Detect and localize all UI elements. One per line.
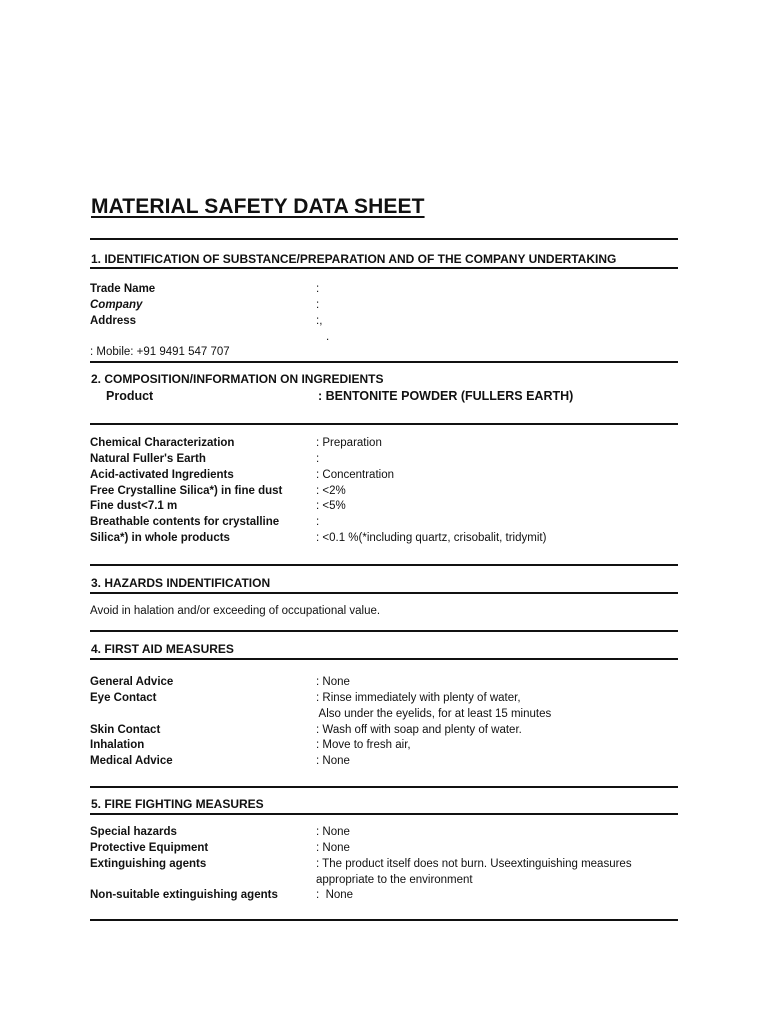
composition-label: Breathable contents for crystalline [90,516,280,528]
section-2-heading: 2. COMPOSITION/INFORMATION ON INGREDIENTS [91,372,384,386]
fire-fighting-value: : None [316,826,350,838]
composition-label: Acid-activated Ingredients [90,469,234,481]
first-aid-label: General Advice [90,676,174,688]
composition-value: : <2% [316,485,346,497]
address-continuation: . [326,331,330,343]
fire-fighting-label: Protective Equipment [90,842,209,854]
section-rule [90,423,678,425]
product-label: Product [106,389,154,403]
composition-value: : [316,453,320,465]
composition-label: Natural Fuller's Earth [90,453,206,465]
fire-fighting-label: Non-suitable extinguishing agents [90,889,278,901]
address-value: :, [316,315,323,327]
first-aid-value: : Wash off with soap and plenty of water. [316,724,522,736]
first-aid-label: Skin Contact [90,724,161,736]
trade-name-label: Trade Name [90,283,156,295]
composition-label: Chemical Characterization [90,437,235,449]
fire-fighting-value: : None [316,889,354,901]
section-rule [90,267,678,269]
first-aid-label: Inhalation [90,739,145,751]
first-aid-value: : None [316,676,350,688]
composition-label: Fine dust<7.1 m [90,500,178,512]
fire-fighting-label: Extinguishing agents [90,858,207,870]
fire-fighting-value: appropriate to the environment [316,874,473,886]
hazards-text: Avoid in halation and/or exceeding of occupational value. [90,605,381,617]
section-5-heading: 5. FIRE FIGHTING MEASURES [91,797,264,811]
fire-fighting-value: : None [316,842,350,854]
company-value: : [316,299,320,311]
section-rule [90,238,678,240]
composition-value: : <0.1 %(*including quartz, crisobalit, tridymit) [316,532,547,544]
mobile-number: : Mobile: +91 9491 547 707 [90,346,230,358]
document-title: MATERIAL SAFETY DATA SHEET [91,195,425,218]
composition-label: Free Crystalline Silica*) in fine dust [90,485,283,497]
first-aid-label: Eye Contact [90,692,157,704]
composition-label: Silica*) in whole products [90,532,230,544]
section-1-heading: 1. IDENTIFICATION OF SUBSTANCE/PREPARATION AND OF THE COMPANY UNDERTAKING [91,252,617,266]
section-rule [90,658,678,660]
section-4-heading: 4. FIRST AID MEASURES [91,642,234,656]
trade-name-value: : [316,283,320,295]
first-aid-label: Medical Advice [90,755,173,767]
composition-value: : [316,516,320,528]
first-aid-value: : Rinse immediately with plenty of water, [316,692,521,704]
section-rule [90,813,678,815]
section-rule [90,361,678,363]
fire-fighting-label: Special hazards [90,826,177,838]
fire-fighting-value: : The product itself does not burn. Useextinguishing measures [316,858,632,870]
section-rule [90,919,678,921]
first-aid-value: : None [316,755,350,767]
section-rule [90,786,678,788]
section-3-heading: 3. HAZARDS INDENTIFICATION [91,576,271,590]
composition-value: : <5% [316,500,346,512]
first-aid-value: : Move to fresh air, [316,739,411,751]
company-label: Company [90,299,143,311]
address-label: Address [90,315,137,327]
composition-value: : Preparation [316,437,382,449]
composition-value: : Concentration [316,469,394,481]
section-rule [90,630,678,632]
section-rule [90,592,678,594]
first-aid-value: Also under the eyelids, for at least 15 minutes [316,708,552,720]
product-value: : BENTONITE POWDER (FULLERS EARTH) [318,389,574,403]
section-rule [90,564,678,566]
